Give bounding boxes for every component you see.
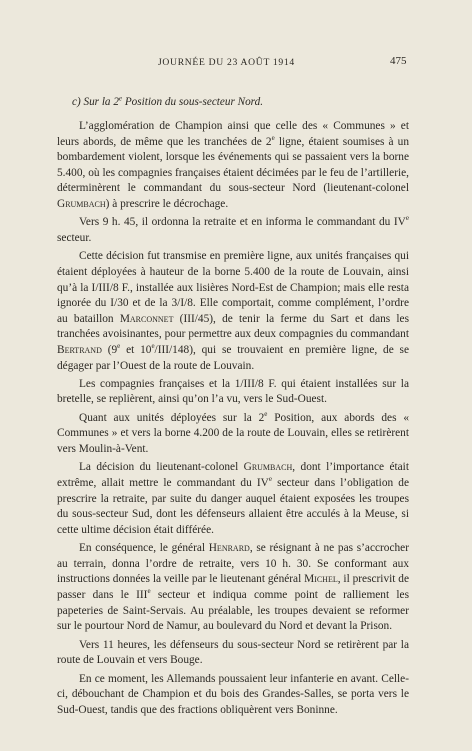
section-title: c) Sur la 2e Position du sous-secteur Nord. xyxy=(72,94,264,108)
paragraph: Les compagnies françaises et la 1/III/8 F. qui étaient installées sur la bretelle, se replièrent, ainsi qu’on l’a vu, vers le Sud-Ouest. xyxy=(57,377,409,406)
person-name: Bertrand xyxy=(57,343,102,356)
person-name: Michel xyxy=(304,573,338,586)
paragraph: Vers 11 heures, les défenseurs du sous-secteur Nord se retirèrent par la route de Louvain et vers Bouge. xyxy=(57,638,409,667)
paragraph: L’agglomération de Champion ainsi que celle des « Communes » et leurs abords, de même que les tranchées de 2e ligne, étaient soumises à un bombardement violent, lorsque les événements qui se passaient vers la borne 5.400, où les compagnies françaises étaient décimées par le feu de l’artillerie, déterminèrent le commandant du sous-secteur Nord (lieutenant-colonel Grumbach) à prescrire le décrochage. xyxy=(57,120,409,210)
person-name: Marconnet xyxy=(119,312,174,325)
paragraph: La décision du lieutenant-colonel Grumbach, dont l’importance était extrême, allait mettre le commandant du IVe secteur dans l’obligation de prescrire la retraite, par suite du danger auquel étaient exposées les troupes du sous-secteur Sud, dont les défenseurs allaient être acculés à la Meuse, si cette ultime décision était différée. xyxy=(57,461,409,536)
paragraph: En conséquence, le général Henrard, se résignant à ne pas s’accrocher au terrain, donna l’ordre de retraite, vers 10 h. 30. Se conformant aux instructions données la veille par le lieutenant général Michel, il prescrivit de passer dans le IIIe secteur et indiqua comme point de ralliement les papeteries de Saint-Servais. Au préalable, les troupes devaient se reformer sur le pourtour Nord de Namur, au boulevard du Nord et devant la Prison. xyxy=(57,542,409,633)
running-head: JOURNÉE DU 23 AOÛT 1914 xyxy=(158,57,295,68)
paragraph: Cette décision fut transmise en première ligne, aux unités françaises qui étaient déployées à hauteur de la borne 5.400 de la route de Louvain, ainsi qu’à la I/III/8 F., installée aux lisières Nord-Est de Champion; mais elle resta ignorée du I/30 et de la 3/I/8. Elle comportait, comme complément, l’ordre au bataillon Marconnet (III/45), de tenir la ferme du Sart et dans les tranchées avoisinantes, pour permettre aux deux compagnies du commandant Bertrand (9e et 10e/III/148), qui se trouvaient en première ligne, de se dégager par l’Ouest de la route de Louvain. xyxy=(57,250,410,372)
person-name: Grumbach xyxy=(243,461,293,474)
paragraph: En ce moment, les Allemands poussaient leur infanterie en avant. Celle-ci, débouchant de Champion et du bois des Grandes-Salles, se porta vers le Sud-Ouest, tandis que des fractions obliquèrent vers Boninne. xyxy=(57,672,409,716)
page-number: 475 xyxy=(390,55,407,67)
person-name: Grumbach xyxy=(57,197,106,210)
person-name: Henrard xyxy=(208,542,250,555)
paragraph: Vers 9 h. 45, il ordonna la retraite et en informa le commandant du IVe secteur. xyxy=(57,214,409,244)
body-text xyxy=(57,119,409,721)
paragraph: Quant aux unités déployées sur la 2e Position, aux abords des « Communes » et vers la borne 4.200 de la route de Louvain, elles se retirèrent vers Moulin-à-Vent. xyxy=(57,410,410,456)
